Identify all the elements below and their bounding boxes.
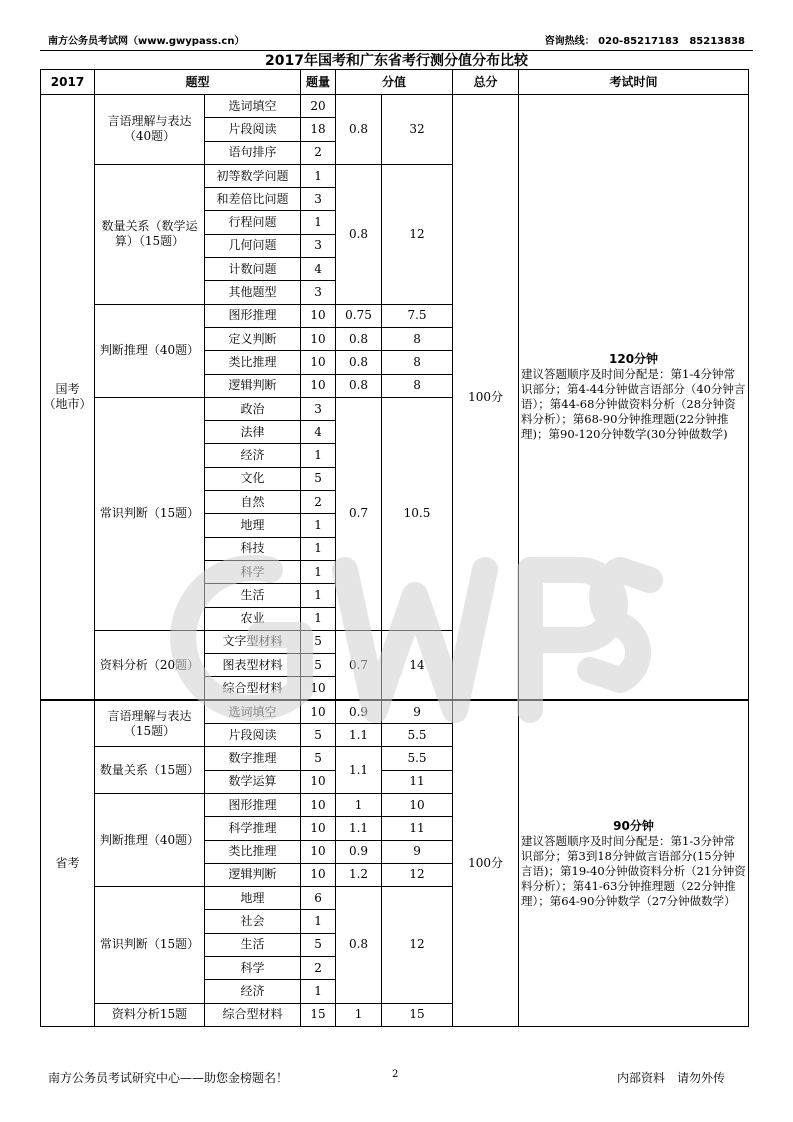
item-name: 行程问题 [205, 211, 301, 234]
exam-label: 国考 [55, 382, 80, 397]
item-name: 经济 [205, 444, 301, 467]
phone-2: 85213838 [689, 36, 745, 47]
item-name: 科学 [205, 560, 301, 583]
score-per-question: 0.8 [336, 351, 382, 374]
item-count: 5 [301, 933, 336, 956]
item-count: 1 [301, 560, 336, 583]
item-name: 类比推理 [205, 840, 301, 863]
section-name: 数量关系（15题） [95, 747, 205, 794]
item-name: 数学运算 [205, 770, 301, 793]
col-type: 题型 [95, 70, 301, 95]
section-name: 常识判断（15题） [95, 397, 205, 630]
score-per-question: 1.1 [336, 724, 382, 747]
score-per-question: 0.7 [336, 630, 382, 700]
score-subtotal: 15 [382, 1003, 453, 1026]
phone-1: 020-85217183 [598, 36, 679, 47]
item-count: 3 [301, 397, 336, 420]
item-name: 综合型材料 [205, 677, 301, 700]
score-per-question: 0.75 [336, 304, 382, 327]
score-subtotal: 8 [382, 351, 453, 374]
col-time: 考试时间 [519, 70, 749, 95]
item-count: 1 [301, 980, 336, 1003]
national-exam-label [41, 95, 95, 701]
item-name: 计数问题 [205, 258, 301, 281]
score-subtotal: 12 [382, 863, 453, 886]
score-subtotal: 7.5 [382, 304, 453, 327]
time-duration: 90分钟 [613, 818, 654, 833]
score-subtotal: 12 [382, 887, 453, 1003]
section-name: 判断推理（40题） [95, 304, 205, 397]
item-count: 2 [301, 141, 336, 164]
item-name: 图形推理 [205, 304, 301, 327]
item-name: 定义判断 [205, 327, 301, 350]
item-name: 科技 [205, 537, 301, 560]
score-per-question: 0.8 [336, 887, 382, 1003]
item-count: 5 [301, 747, 336, 770]
section-name: 言语理解与表达（40题） [95, 95, 205, 165]
score-per-question: 1.1 [336, 817, 382, 840]
provincial-exam-label [41, 700, 95, 1026]
item-name: 图形推理 [205, 793, 301, 816]
item-count: 1 [301, 164, 336, 187]
item-count: 2 [301, 956, 336, 979]
item-name: 生活 [205, 933, 301, 956]
section-name: 数量关系（数学运算）（15题） [95, 164, 205, 304]
item-name: 语句排序 [205, 141, 301, 164]
item-name: 文字型材料 [205, 630, 301, 653]
score-per-question: 1.1 [336, 747, 382, 794]
page-title: 2017年国考和广东省考行测分值分布比较 [265, 53, 528, 69]
section-name: 资料分析15题 [95, 1003, 205, 1026]
item-name: 片段阅读 [205, 724, 301, 747]
item-name: 科学推理 [205, 817, 301, 840]
item-name: 和差倍比问题 [205, 188, 301, 211]
col-year: 2017 [41, 70, 95, 95]
hotline-label: 咨询热线： [544, 36, 595, 47]
section-name: 言语理解与表达（15题） [95, 700, 205, 747]
item-count: 18 [301, 118, 336, 141]
item-count: 15 [301, 1003, 336, 1026]
item-count: 10 [301, 351, 336, 374]
hotline [545, 32, 745, 47]
item-name: 几何问题 [205, 234, 301, 257]
item-name: 选词填空 [205, 700, 301, 723]
item-name: 图表型材料 [205, 654, 301, 677]
score-per-question: 0.8 [336, 374, 382, 397]
item-count: 10 [301, 700, 336, 723]
item-count: 3 [301, 234, 336, 257]
section-name: 常识判断（15题） [95, 887, 205, 1003]
item-count: 5 [301, 630, 336, 653]
footer-slogan: 南方公务员考试研究中心——助您金榜题名！ [48, 1071, 289, 1085]
item-count: 1 [301, 537, 336, 560]
score-subtotal: 14 [382, 630, 453, 700]
table-row [41, 700, 749, 723]
item-count: 20 [301, 95, 336, 118]
item-count: 10 [301, 840, 336, 863]
score-per-question: 1 [336, 793, 382, 816]
item-name: 综合型材料 [205, 1003, 301, 1026]
item-name: 农业 [205, 607, 301, 630]
item-name: 自然 [205, 491, 301, 514]
item-name: 初等数学问题 [205, 164, 301, 187]
item-name: 生活 [205, 584, 301, 607]
table-header-row [41, 70, 749, 95]
footer-notice: 内部资料 请勿外传 [616, 1071, 725, 1085]
score-per-question: 0.8 [336, 327, 382, 350]
score-per-question: 0.9 [336, 840, 382, 863]
score-subtotal: 9 [382, 700, 453, 723]
item-name: 社会 [205, 910, 301, 933]
total-score: 100分 [453, 700, 519, 1026]
item-count: 10 [301, 793, 336, 816]
item-count: 1 [301, 910, 336, 933]
item-name: 文化 [205, 467, 301, 490]
item-name: 地理 [205, 514, 301, 537]
score-per-question: 0.8 [336, 164, 382, 304]
score-subtotal: 10 [382, 793, 453, 816]
item-count: 1 [301, 584, 336, 607]
item-count: 1 [301, 444, 336, 467]
time-duration: 120分钟 [609, 352, 659, 367]
section-name: 资料分析（20题） [95, 630, 205, 700]
item-name: 经济 [205, 980, 301, 1003]
item-count: 10 [301, 817, 336, 840]
score-subtotal: 9 [382, 840, 453, 863]
score-subtotal: 10.5 [382, 397, 453, 630]
score-per-question: 1 [336, 1003, 382, 1026]
item-name: 其他题型 [205, 281, 301, 304]
score-subtotal: 11 [382, 817, 453, 840]
item-name: 科学 [205, 956, 301, 979]
item-count: 6 [301, 887, 336, 910]
score-subtotal: 5.5 [382, 724, 453, 747]
item-count: 10 [301, 677, 336, 700]
exam-label: 省考 [55, 856, 80, 871]
page-number: 2 [392, 1069, 399, 1080]
score-per-question: 0.7 [336, 397, 382, 630]
score-subtotal: 8 [382, 327, 453, 350]
item-name: 逻辑判断 [205, 863, 301, 886]
score-subtotal: 11 [382, 770, 453, 793]
item-count: 1 [301, 514, 336, 537]
item-count: 1 [301, 607, 336, 630]
item-name: 数字推理 [205, 747, 301, 770]
item-count: 5 [301, 467, 336, 490]
total-score: 100分 [453, 95, 519, 701]
item-name: 地理 [205, 887, 301, 910]
item-count: 5 [301, 654, 336, 677]
item-count: 3 [301, 281, 336, 304]
item-name: 类比推理 [205, 351, 301, 374]
col-score: 分值 [336, 70, 453, 95]
item-count: 2 [301, 491, 336, 514]
score-per-question: 0.8 [336, 95, 382, 165]
item-name: 法律 [205, 421, 301, 444]
score-per-question: 1.2 [336, 863, 382, 886]
item-count: 3 [301, 188, 336, 211]
score-per-question: 0.9 [336, 700, 382, 723]
item-count: 10 [301, 304, 336, 327]
exam-sublabel: （地市） [43, 397, 92, 412]
item-count: 10 [301, 770, 336, 793]
item-count: 10 [301, 327, 336, 350]
score-subtotal: 8 [382, 374, 453, 397]
site-header: 南方公务员考试网（www.gwypass.cn） [48, 36, 245, 47]
score-subtotal: 5.5 [382, 747, 453, 770]
exam-time [519, 700, 749, 1026]
item-count: 1 [301, 211, 336, 234]
item-count: 4 [301, 258, 336, 281]
score-distribution-table [40, 69, 749, 1027]
score-subtotal: 12 [382, 164, 453, 304]
table-row [41, 95, 749, 118]
item-count: 5 [301, 724, 336, 747]
item-name: 选词填空 [205, 95, 301, 118]
item-name: 片段阅读 [205, 118, 301, 141]
col-total: 总分 [453, 70, 519, 95]
score-subtotal: 32 [382, 95, 453, 165]
item-name: 政治 [205, 397, 301, 420]
item-count: 4 [301, 421, 336, 444]
time-advice: 建议答题顺序及时间分配是：第1-3分钟常识部分；第3到18分钟做言语部分(15分钟言语)；第19-40分钟做资料分析（21分钟资料分析）；第41-63分钟推理题（22分钟推理）；第64-90分钟数学（27分钟做数学） [521, 833, 746, 908]
time-advice: 建议答题顺序及时间分配是：第1-4分钟常识部分；第4-44分钟做言语部分（40分钟言语）；第44-68分钟做资料分析（28分钟资料分析）；第68-90分钟推理题(22分钟推理)；第90-120分钟数学(30分钟做数学) [521, 367, 746, 442]
section-name: 判断推理（40题） [95, 793, 205, 886]
col-count: 题量 [301, 70, 336, 95]
item-name: 逻辑判断 [205, 374, 301, 397]
item-count: 10 [301, 863, 336, 886]
item-count: 10 [301, 374, 336, 397]
exam-time [519, 95, 749, 701]
